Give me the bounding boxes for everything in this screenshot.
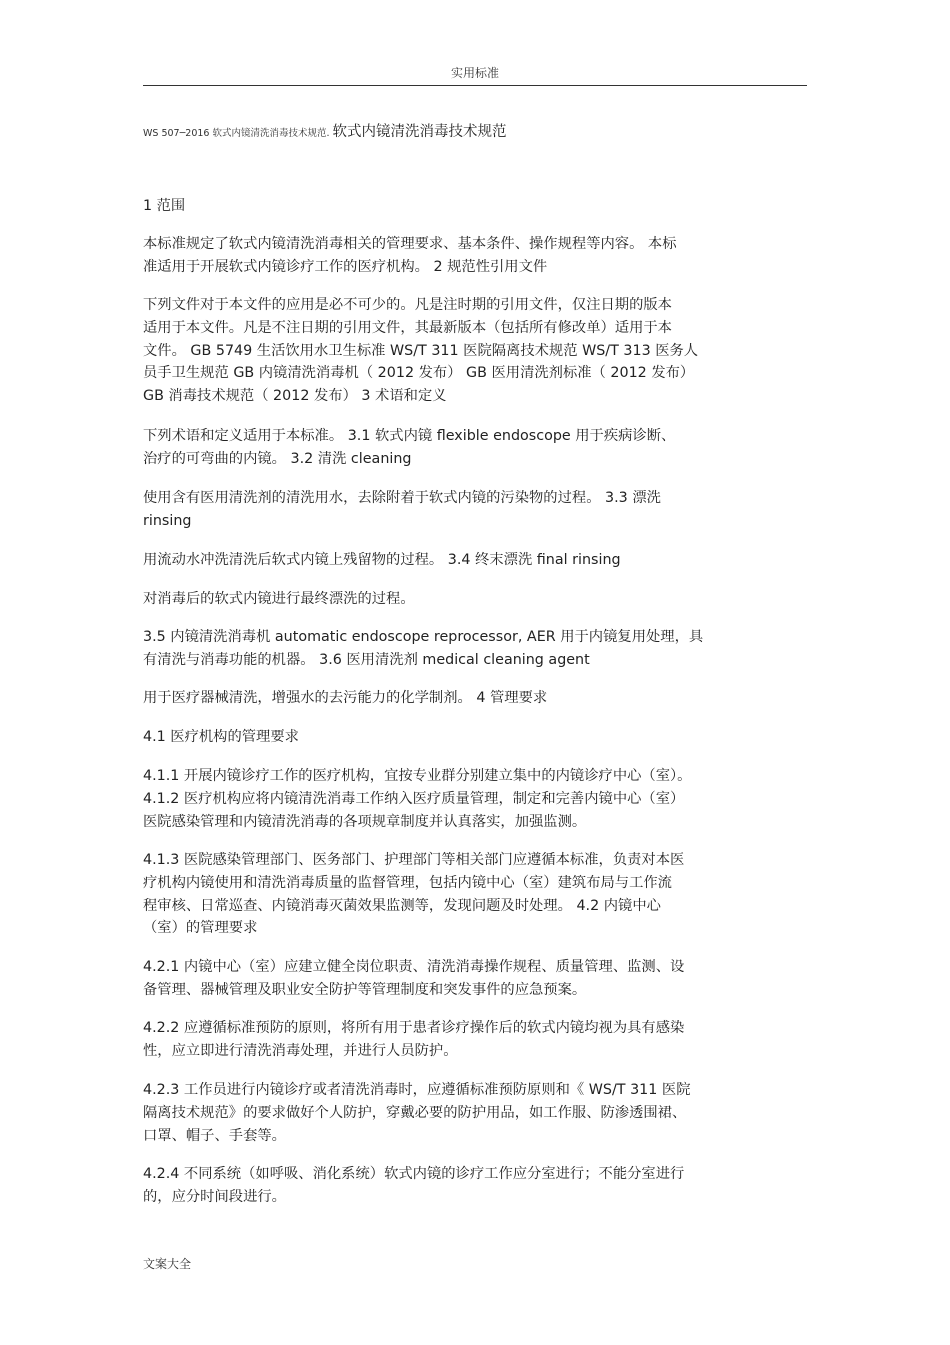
text-line: GB 消毒技术规范（ 2012 发布） 3 术语和定义 <box>143 388 447 404</box>
title-main: 软式内镜清洗消毒技术规范 <box>332 124 507 140</box>
page-footer: 文案大全 <box>143 1257 192 1271</box>
text-line: 对消毒后的软式内镜进行最终漂洗的过程。 <box>143 591 415 607</box>
text-line: 口罩、帽子、手套等。 <box>143 1128 286 1144</box>
text-line: 4.1 医疗机构的管理要求 <box>143 729 299 745</box>
text-line: 3.5 内镜清洗消毒机 automatic endoscope reprocessor, AER 用于内镜复用处理，具 <box>143 629 704 645</box>
text-line: 使用含有医用清洗剂的清洗用水，去除附着于软式内镜的污染物的过程。 3.3 漂洗 <box>143 490 661 506</box>
text-line: rinsing <box>143 513 192 529</box>
title-separator: . <box>326 128 333 139</box>
text-line: 程审核、日常巡查、内镜消毒灭菌效果监测等，发现问题及时处理。 4.2 内镜中心 <box>143 898 661 914</box>
text-line: 4.1.3 医院感染管理部门、医务部门、护理部门等相关部门应遵循本标准，负责对本医 <box>143 852 685 868</box>
document-title <box>143 120 507 141</box>
text-line: 用流动水冲洗清洗后软式内镜上残留物的过程。 3.4 终末漂洗 final rinsing <box>143 552 621 568</box>
text-line: 4.2.3 工作员进行内镜诊疗或者清洗消毒时，应遵循标准预防原则和《 WS/T 311 医院 <box>143 1082 691 1098</box>
text-line: 4.2.1 内镜中心（室）应建立健全岗位职责、清洗消毒操作规程、质量管理、监测、设 <box>143 959 685 975</box>
text-line: 用于医疗器械清洗，增强水的去污能力的化学制剂。 4 管理要求 <box>143 690 548 706</box>
text-line: 4.2.2 应遵循标准预防的原则，将所有用于患者诊疗操作后的软式内镜均视为具有感染 <box>143 1020 685 1036</box>
text-line: 治疗的可弯曲的内镜。 3.2 清洗 cleaning <box>143 451 412 467</box>
text-line: 性，应立即进行清洗消毒处理，并进行人员防护。 <box>143 1043 458 1059</box>
text-line: 隔离技术规范》的要求做好个人防护，穿戴必要的防护用品，如工作服、防渗透围裙、 <box>143 1105 687 1121</box>
text-line: 员手卫生规范 GB 内镜清洗消毒机（ 2012 发布） GB 医用清洗剂标准（ 2012 发布） <box>143 365 695 381</box>
page-header: 实用标准 <box>450 66 499 80</box>
text-line: 本标准规定了软式内镜清洗消毒相关的管理要求、基本条件、操作规程等内容。 本标 <box>143 236 677 252</box>
text-line: 有清洗与消毒功能的机器。 3.6 医用清洗剂 medical cleaning agent <box>143 652 590 668</box>
text-line: 适用于本文件。凡是不注日期的引用文件，其最新版本（包括所有修改单）适用于本 <box>143 320 672 336</box>
text-line: 4.1.1 开展内镜诊疗工作的医疗机构，宜按专业群分别建立集中的内镜诊疗中心（室）。 <box>143 768 692 784</box>
text-line: 4.1.2 医疗机构应将内镜清洗消毒工作纳入医疗质量管理，制定和完善内镜中心（室） <box>143 791 685 807</box>
text-line: 疗机构内镜使用和清洗消毒质量的监督管理，包括内镜中心（室）建筑布局与工作流 <box>143 875 672 891</box>
text-line: 1 范围 <box>143 198 186 214</box>
title-standard-code: WS 507─2016 软式内镜清洗消毒技术规范 <box>143 128 327 139</box>
text-line: 4.2.4 不同系统（如呼吸、消化系统）软式内镜的诊疗工作应分室进行；不能分室进行 <box>143 1166 685 1182</box>
text-line: 备管理、器械管理及职业安全防护等管理制度和突发事件的应急预案。 <box>143 982 587 998</box>
text-line: 文件。 GB 5749 生活饮用水卫生标准 WS/T 311 医院隔离技术规范 WS/T 313 医务人 <box>143 343 699 359</box>
text-line: 准适用于开展软式内镜诊疗工作的医疗机构。 2 规范性引用文件 <box>143 259 548 275</box>
text-line: 下列文件对于本文件的应用是必不可少的。凡是注时期的引用文件，仅注日期的版本 <box>143 297 672 313</box>
text-line: （室）的管理要求 <box>143 920 258 936</box>
text-line: 医院感染管理和内镜清洗消毒的各项规章制度并认真落实，加强监测。 <box>143 814 587 830</box>
text-line: 下列术语和定义适用于本标准。 3.1 软式内镜 flexible endoscope 用于疾病诊断、 <box>143 428 676 444</box>
header-rule <box>143 85 807 86</box>
text-line: 的，应分时间段进行。 <box>143 1189 286 1205</box>
